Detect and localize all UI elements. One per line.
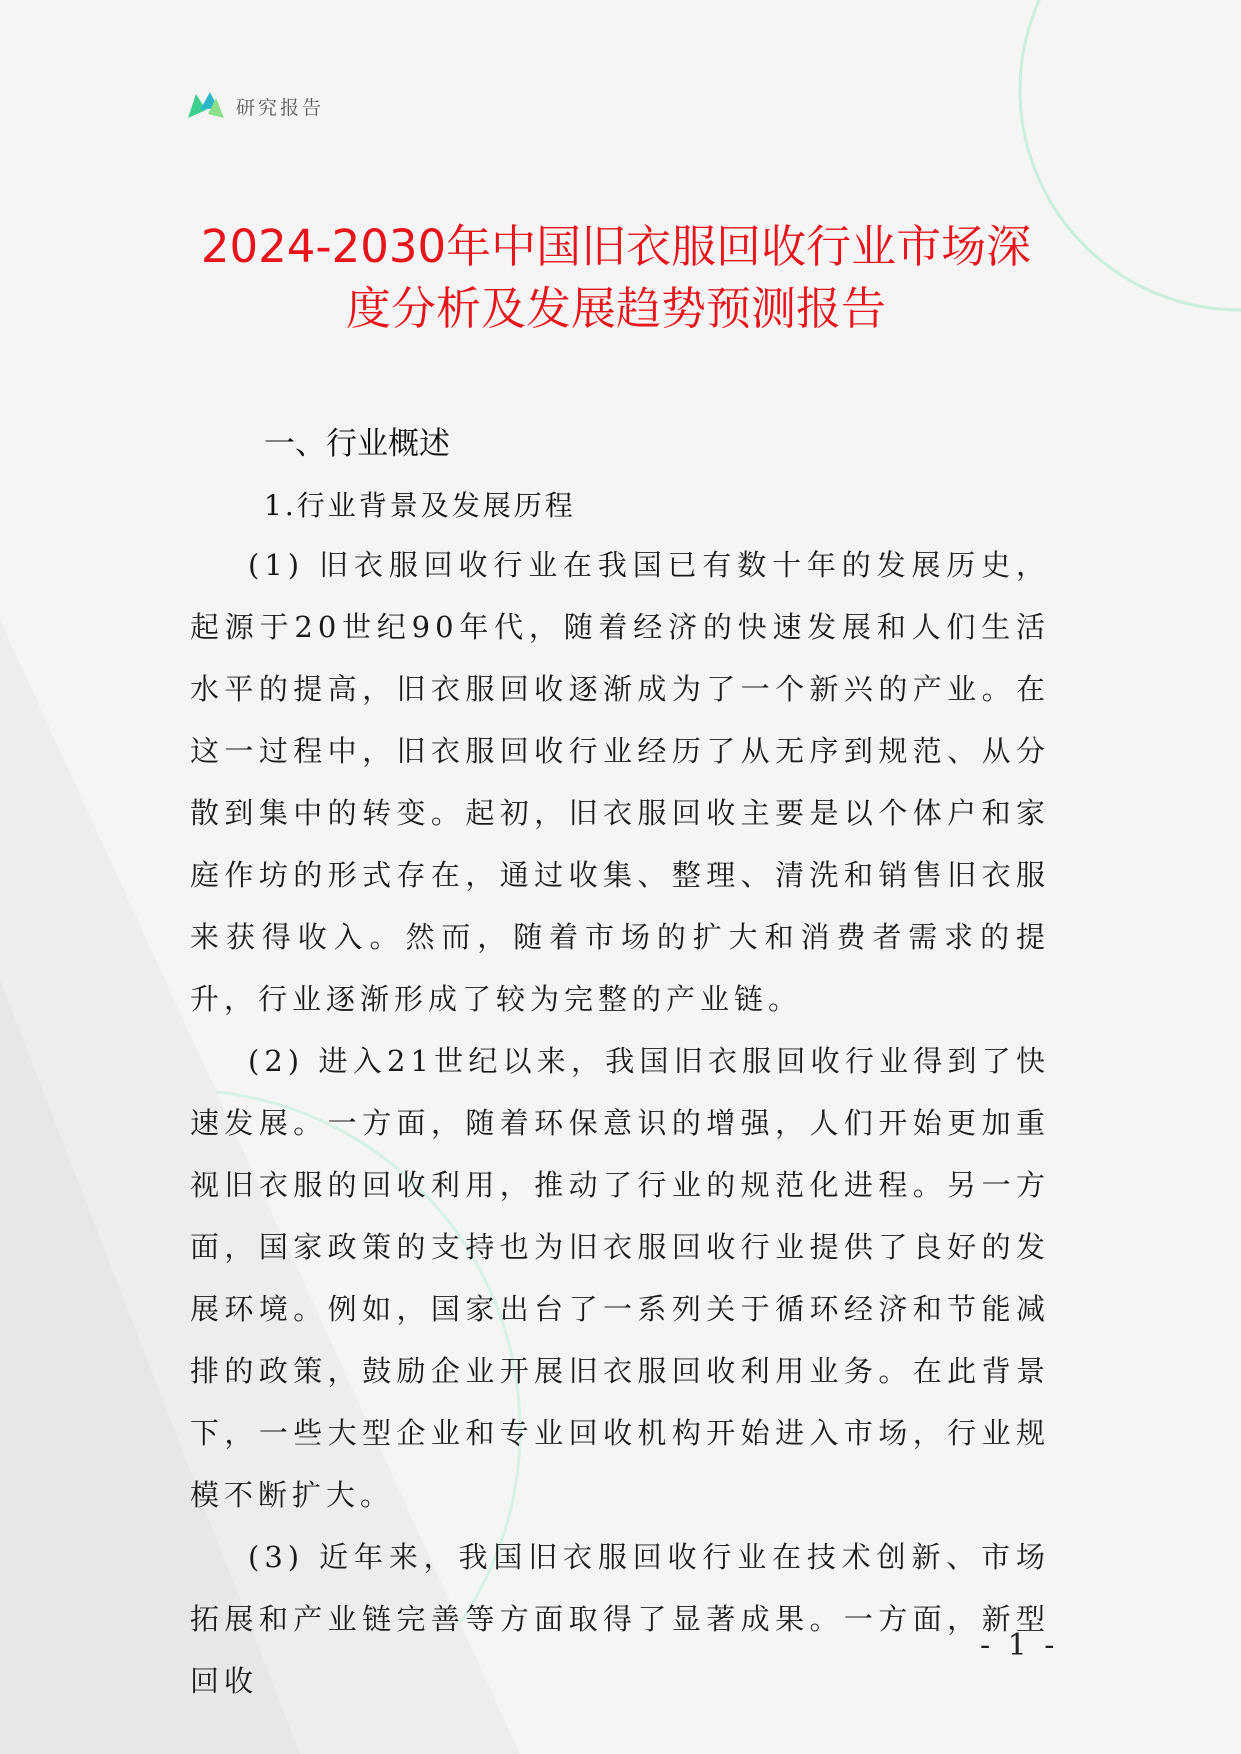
paragraph-3: (3) 近年来，我国旧衣服回收行业在技术创新、市场拓展和产业链完善等方面取得了显著成果。一方面，新型回收 bbox=[190, 1540, 1050, 1698]
report-header bbox=[186, 88, 324, 124]
body-text bbox=[190, 534, 1050, 1712]
section-subheading: 1.行业背景及发展历程 bbox=[264, 489, 576, 522]
paragraph-2: (2) 进入21世纪以来，我国旧衣服回收行业得到了快速发展。一方面，随着环保意识的增强，人们开始更加重视旧衣服的回收利用，推动了行业的规范化进程。另一方面，国家政策的支持也为旧衣服回收行业提供了良好的发展环境。例如，国家出台了一系列关于循环经济和节能减排的政策，鼓励企业开展旧衣服回收利用业务。在此背景下，一些大型企业和专业回收机构开始进入市场，行业规模不断扩大。 bbox=[190, 1044, 1050, 1512]
report-title: 2024-2030年中国旧衣服回收行业市场深度分析及发展趋势预测报告 bbox=[200, 220, 1032, 335]
paragraph-1: (1) 旧衣服回收行业在我国已有数十年的发展历史，起源于20世纪90年代，随着经济的快速发展和人们生活水平的提高，旧衣服回收逐渐成为了一个新兴的产业。在这一过程中，旧衣服回收行业经历了从无序到规范、从分散到集中的转变。起初，旧衣服回收主要是以个体户和家庭作坊的形式存在，通过收集、整理、清洗和销售旧衣服来获得收入。然而，随着市场的扩大和消费者需求的提升，行业逐渐形成了较为完整的产业链。 bbox=[190, 548, 1050, 1016]
brand-label: 研究报告 bbox=[236, 96, 325, 119]
section-heading: 一、行业概述 bbox=[264, 426, 450, 462]
brand-logo-icon bbox=[186, 88, 226, 124]
page-number: - 1 - bbox=[980, 1628, 1059, 1663]
